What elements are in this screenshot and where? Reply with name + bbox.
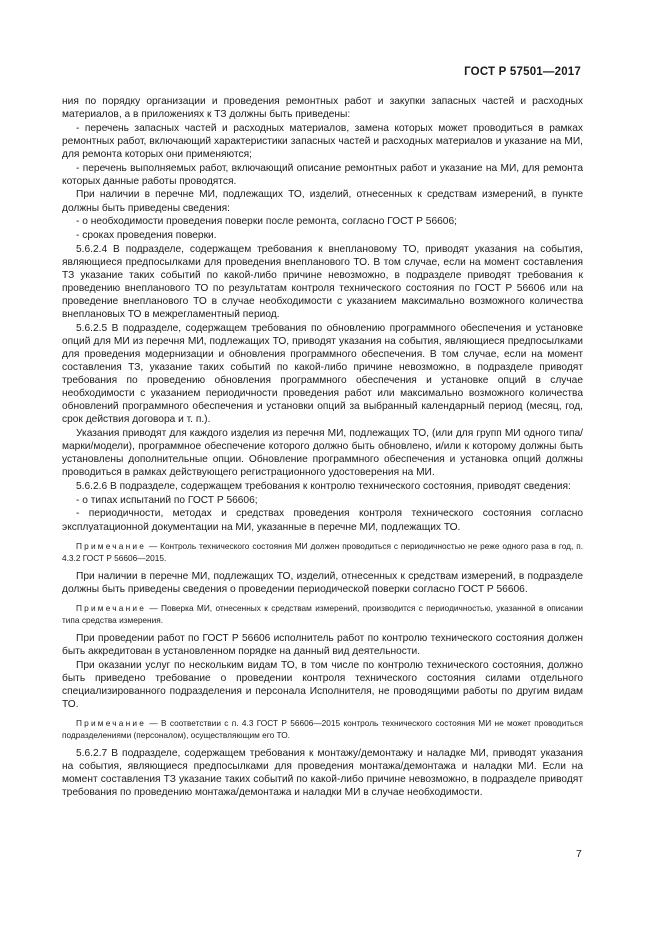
paragraph: - периодичности, методах и средствах проведения контроля технического состояния согласно эксплуатационной документации на МИ, указанные в перечне МИ, подлежащих ТО. [62,508,583,533]
document-body [62,95,583,800]
paragraph: При проведении работ по ГОСТ Р 56606 исполнитель работ по контролю технического состояния должен быть аккредитован в установленном порядке на данный вид деятельности. [62,632,583,657]
document-code-header: ГОСТ Р 57501—2017 [464,66,581,78]
page-number: 7 [576,848,582,860]
paragraph: 5.6.2.4 В подразделе, содержащем требования к внеплановому ТО, приводят указания на события, являющиеся предпосылками для проведения внепланового ТО. В том случае, если на момент составления ТЗ указание таких событий по какой-либо причине невозможно, в подразделе приводят требования к проведению внепланового ТО по результатам контроля технического состояния по ГОСТ Р 56606 или на проведение внепланового ТО в случае необходимости с указанием максимально возможного количества внеплановых ТО в межрегламентный период. [62,243,583,321]
paragraph: При наличии в перечне МИ, подлежащих ТО, изделий, отнесенных к средствам измерений, в пункте должны быть приведены сведения: [62,189,583,214]
paragraph: 5.6.2.5 В подразделе, содержащем требования по обновлению программного обеспечения и установке опций для МИ из перечня МИ, подлежащих ТО, приводят указания на события, являющиеся предпосылками для проведения модернизации и обновления программного обеспечения. В том случае, если на момент составления ТЗ, указание таких событий по какой-либо причине невозможно, в подразделе приводят требования по проведению обновления программного обеспечения и установке опций в случае необходимости с указанием периодичности проведения работ или максимально возможного количества обновлений программного обеспечения и установки опций за выбранный календарный период (месяц, год, срок действия договора и т. п.). [62,322,583,426]
note-text: — В соответствии с п. 4.3 ГОСТ Р 56606—2015 контроль технического состояния МИ не может проводиться подразделениями (персоналом), осуществляющим его ТО. [62,717,583,740]
note-text: — Поверка МИ, отнесенных к средствам измерений, производится с периодичностью, указанной в описании типа средства измерения. [62,602,583,625]
paragraph: - сроках проведения поверки. [76,229,217,241]
note [62,540,583,564]
paragraph: - перечень выполняемых работ, включающий описание ремонтных работ и указание на МИ, для ремонта которых данные работы проводятся. [62,162,583,187]
paragraph: ния по порядку организации и проведения ремонтных работ и закупки запасных частей и расходных материалов, а в приложениях к ТЗ должны быть приведены: [62,96,583,121]
paragraph: При наличии в перечне МИ, подлежащих ТО, изделий, отнесенных к средствам измерений, в подразделе должны быть приведены сведения о проведении периодической поверки согласно ГОСТ Р 56606. [62,570,583,595]
paragraph: - о необходимости проведения поверки после ремонта, согласно ГОСТ Р 56606; [76,216,457,228]
note [62,717,583,741]
paragraph: 5.6.2.6 В подразделе, содержащем требования к контролю технического состояния, приводят сведения: [76,481,571,493]
paragraph: - о типах испытаний по ГОСТ Р 56606; [76,494,258,506]
paragraph: Указания приводят для каждого изделия из перечня МИ, подлежащих ТО, (или для групп МИ одного типа/марки/модели), программное обеспечение которого должно быть обновлено, и/или к которому должны быть установлены дополнительные опции. Обновление программного обеспечения и установка опций должны проводиться в рамках действующего регистрационного удостоверения на МИ. [62,428,583,479]
note-label: Примечание [76,540,147,551]
paragraph: При оказании услуг по нескольким видам ТО, в том числе по контролю технического состояния, должно быть приведено требование о проведении контроля технического состояния силами отдельного специализированного подразделения и персонала Исполнителя, не проводящими работы по другим видам ТО. [62,659,583,710]
paragraph: - перечень запасных частей и расходных материалов, замена которых может проводиться в рамках ремонтных работ, включающий характеристики запасных частей и расходных материалов и указание на МИ, для ремонта которых они применяются; [62,122,583,160]
paragraph: 5.6.2.7 В подразделе, содержащем требования к монтажу/демонтажу и наладке МИ, приводят указания на события, являющиеся предпосылками для проведения монтажа/демонтажа и наладки МИ. Если на момент составления ТЗ указание таких событий по какой-либо причине невозможно, в подразделе приводят требования по проведению монтажа/демонтажа и наладки МИ в случае необходимости. [62,747,583,799]
note-label: Примечание [76,602,147,613]
note-text: — Контроль технического состояния МИ должен проводиться с периодичностью не реже одного раза в год, п. 4.3.2 ГОСТ Р 56606—2015. [62,540,583,563]
note-label: Примечание [76,717,147,728]
note [62,602,583,626]
